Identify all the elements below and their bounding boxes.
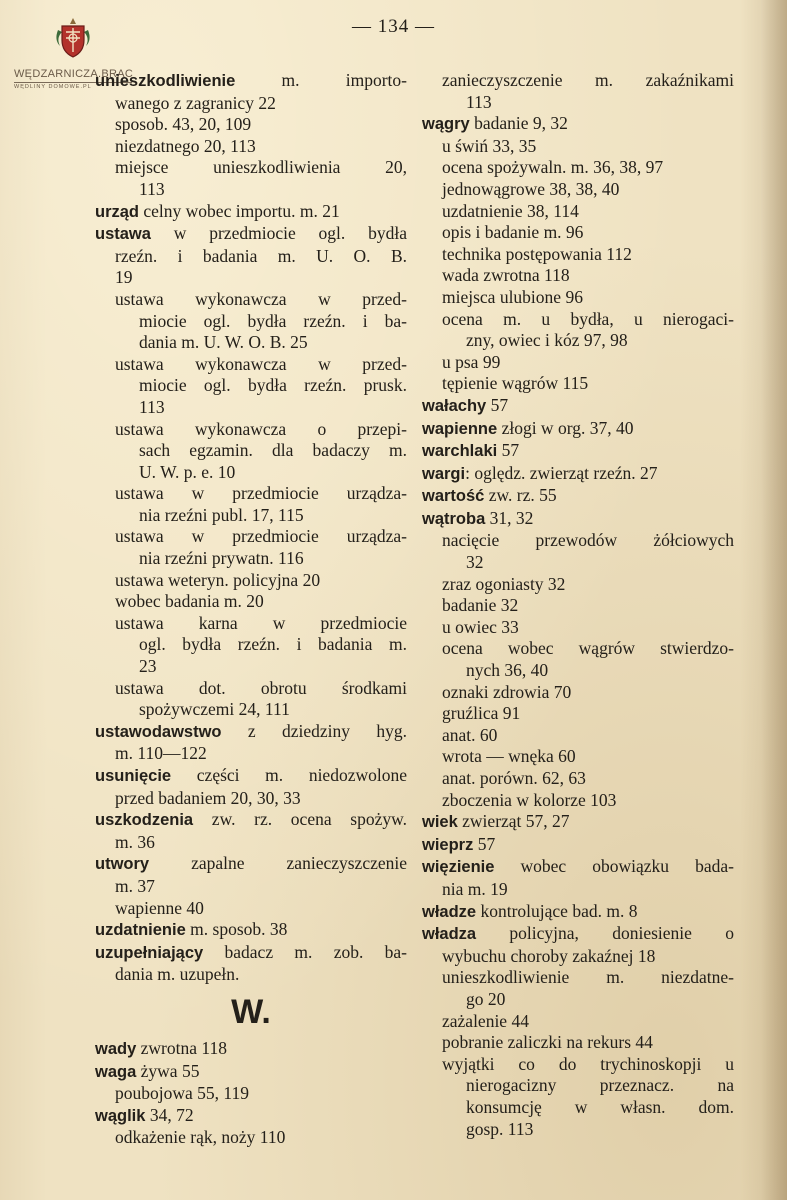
index-entry <box>95 613 407 678</box>
index-entry <box>422 1011 734 1033</box>
index-entry-line: pobranie zaliczki na rekurs 44 <box>442 1032 653 1053</box>
index-entry <box>422 201 734 223</box>
index-entry-line: ustawa w przedmiocie urządza- <box>115 483 407 504</box>
index-entry-line: miocie ogl. bydła rzeźn. i ba- <box>139 310 407 331</box>
index-entry-line: 32 <box>466 552 484 573</box>
index-entry <box>95 526 407 569</box>
index-entry-line: ustawa karna w przedmiocie <box>115 612 407 633</box>
index-entry <box>95 1105 407 1128</box>
index-headword: wątroba <box>422 509 486 528</box>
index-entry <box>422 746 734 768</box>
index-entry-line: unieszkodliwienie m. importo- <box>95 70 407 90</box>
index-entry <box>422 617 734 639</box>
index-entry <box>422 179 734 201</box>
index-entry-line: ogl. bydła rzeźn. i badania m. <box>139 634 407 655</box>
index-entry-line: uszkodzenia zw. rz. ocena spożyw. <box>95 809 407 830</box>
index-entry <box>95 809 407 853</box>
index-entry-line: opis i badanie m. 96 <box>442 222 584 243</box>
index-entry <box>422 113 734 136</box>
index-entry-line: wąglik 34, 72 <box>95 1104 194 1125</box>
index-entry-line: m. 110—122 <box>115 743 207 764</box>
index-headword: usunięcie <box>95 767 172 785</box>
index-entry <box>95 1038 407 1061</box>
index-entry <box>422 790 734 812</box>
index-entry <box>95 721 407 765</box>
index-entry-line: wyjątki co do trychinoskopji u <box>442 1053 734 1074</box>
index-entry <box>95 853 407 897</box>
index-entry-line: więzienie wobec obowiązku bada- <box>422 856 734 877</box>
index-entry <box>422 440 734 463</box>
index-headword: wartość <box>422 487 485 506</box>
index-headword: ustawodawstwo <box>95 722 222 741</box>
index-entry-line: miejsce unieszkodliwienia 20, <box>115 157 407 178</box>
index-entry-line: 113 <box>466 91 492 112</box>
index-entry-line: tępienie wągrów 115 <box>442 373 589 394</box>
index-entry-line: go 20 <box>466 988 506 1009</box>
index-entry <box>95 678 407 721</box>
index-entry <box>422 682 734 704</box>
index-entry-line: 19 <box>115 267 133 288</box>
index-entry-line: anat. 60 <box>442 724 498 745</box>
index-entry <box>95 942 407 986</box>
index-entry <box>95 1061 407 1084</box>
index-entry-line: dania m. uzupełn. <box>115 964 240 985</box>
index-entry-line: zboczenia w kolorze 103 <box>442 789 617 810</box>
index-entry <box>422 309 734 352</box>
index-headword: wiek <box>422 813 458 832</box>
index-entry-line: ustawa weteryn. policyjna 20 <box>115 569 321 590</box>
index-entry <box>95 765 407 809</box>
index-entry-line: wałachy 57 <box>422 394 509 415</box>
index-entry-line: u świń 33, 35 <box>442 135 537 156</box>
index-entry-line: wanego z zagranicy 22 <box>115 92 276 113</box>
index-entry-line: ocena m. u bydła, u nierogaci- <box>442 308 734 329</box>
index-entry <box>95 201 407 224</box>
index-entry <box>422 136 734 158</box>
index-entry-line: U. W. p. e. 10 <box>139 461 236 482</box>
index-entry-line: sposob. 43, 20, 109 <box>115 114 252 135</box>
index-entry <box>422 856 734 900</box>
index-entry <box>422 595 734 617</box>
index-entry <box>422 638 734 681</box>
index-headword: uszkodzenia <box>95 811 194 830</box>
index-headword: władza <box>422 925 477 944</box>
index-headword: wągry <box>422 115 470 134</box>
index-entry-line: wrota — wnęka 60 <box>442 746 576 767</box>
index-entry <box>422 265 734 287</box>
index-entry-line: uzupełniający badacz m. zob. ba- <box>95 941 407 962</box>
index-entry <box>422 222 734 244</box>
index-entry-line: nia rzeźni prywatn. 116 <box>139 548 304 569</box>
index-entry-line: wartość zw. rz. 55 <box>422 485 557 506</box>
index-headword: wąglik <box>95 1106 146 1125</box>
index-entry-line: przed badaniem 20, 30, 33 <box>115 787 301 808</box>
index-entry <box>95 591 407 613</box>
index-headword: uzdatnienie <box>95 921 186 940</box>
index-headword: wady <box>95 1039 137 1058</box>
index-entry <box>95 419 407 484</box>
index-entry-line: nierogacizny przeznacz. na <box>466 1075 734 1096</box>
index-entry-line: wągry badanie 9, 32 <box>422 113 568 134</box>
index-entry <box>422 923 734 967</box>
index-entry <box>422 70 734 113</box>
index-entry-line: ustawa dot. obrotu środkami <box>115 677 407 698</box>
index-entry-line: wybuchu choroby zakaźnej 18 <box>442 945 656 966</box>
index-entry <box>422 395 734 418</box>
index-headword: urząd <box>95 202 140 221</box>
index-entry-line: gruźlica 91 <box>442 703 521 724</box>
index-entry-line: 23 <box>139 656 157 677</box>
index-entry-line: ocena spożywaln. m. 36, 38, 97 <box>442 157 664 178</box>
index-entry-line: u owiec 33 <box>442 616 519 637</box>
index-entry-line: technika postępowania 112 <box>442 243 632 264</box>
index-entry-line: 113 <box>139 396 165 417</box>
index-entry-line: spożywczemi 24, 111 <box>139 699 290 720</box>
index-entry-line: wątroba 31, 32 <box>422 507 534 528</box>
index-entry-line: ustawa w przedmiocie ogl. bydła <box>95 223 407 244</box>
index-headword: warchlaki <box>422 442 498 461</box>
index-entry-line: władza policyjna, doniesienie o <box>422 923 734 944</box>
index-entry <box>422 1054 734 1140</box>
page-number: — 134 — <box>352 16 435 37</box>
page-edge-shadow <box>761 0 787 1200</box>
index-entry-line: zny, owiec i kóz 97, 98 <box>466 330 628 351</box>
index-entry <box>422 157 734 179</box>
section-letter: W. <box>231 992 271 1031</box>
index-entry <box>422 287 734 309</box>
index-headword: uzupełniający <box>95 943 204 962</box>
index-entry-line: waga żywa 55 <box>95 1060 200 1081</box>
index-headword: władze <box>422 902 477 921</box>
watermark-title: WĘDZARNICZA.BRAC <box>14 68 134 80</box>
index-entry-line: nia m. 19 <box>442 878 508 899</box>
index-entry-line: nacięcie przewodów żółciowych <box>442 530 734 551</box>
index-entry-line: gosp. 113 <box>466 1118 534 1139</box>
index-entry-line: zażalenie 44 <box>442 1010 529 1031</box>
index-entry-line: wada zwrotna 118 <box>442 265 570 286</box>
index-headword: wałachy <box>422 396 487 415</box>
index-headword: unieszkodliwienie <box>95 72 236 90</box>
index-column-right <box>422 70 734 1140</box>
index-entry-line: m. 36 <box>115 831 155 852</box>
index-entry <box>95 898 407 920</box>
index-entry-line: ustawa w przedmiocie urządza- <box>115 526 407 547</box>
index-entry <box>422 463 734 486</box>
index-entry-line: niezdatnego 20, 113 <box>115 135 256 156</box>
index-entry-line: uzdatnienie m. sposob. 38 <box>95 919 288 940</box>
watermark-subtitle: WĘDLINY DOMOWE.PL <box>14 84 92 90</box>
index-entry-line: anat. porówn. 62, 63 <box>442 768 586 788</box>
index-entry <box>422 485 734 508</box>
index-entry-line: ustawodawstwo z dziedziny hyg. <box>95 720 407 741</box>
index-entry <box>95 223 407 289</box>
index-entry <box>422 1032 734 1054</box>
index-entry <box>422 967 734 1010</box>
index-entry <box>422 530 734 573</box>
index-entry <box>95 354 407 419</box>
index-entry-line: wapienne 40 <box>115 897 204 918</box>
index-entry <box>95 1127 407 1149</box>
index-entry-line: miocie ogl. bydła rzeźn. prusk. <box>139 375 407 396</box>
index-entry-line: warchlaki 57 <box>422 440 520 461</box>
index-entry-line: u psa 99 <box>442 351 501 372</box>
index-entry-line: unieszkodliwienie m. niezdatne- <box>442 967 734 988</box>
index-entry-line: władze kontrolujące bad. m. 8 <box>422 900 638 921</box>
index-entry-line: miejsca ulubione 96 <box>442 286 583 307</box>
index-entry-line: ustawa wykonawcza o przepi- <box>115 418 407 439</box>
index-entry <box>95 70 407 114</box>
index-entry <box>422 244 734 266</box>
index-entry-line: zraz ogoniasty 32 <box>442 573 566 594</box>
index-entry-line: wady zwrotna 118 <box>95 1037 227 1058</box>
index-entry <box>422 725 734 747</box>
index-entry <box>95 157 407 200</box>
left-entries <box>95 70 407 986</box>
index-entry-line: dania m. U. W. O. B. 25 <box>139 332 308 353</box>
index-entry-line: oznaki zdrowia 70 <box>442 681 572 702</box>
index-column-left <box>95 70 407 1149</box>
index-headword: wieprz <box>422 835 474 854</box>
index-entry-line: nych 36, 40 <box>466 660 549 681</box>
index-entry-line: badanie 32 <box>442 595 519 616</box>
index-entry-line: odkażenie rąk, noży 110 <box>115 1127 286 1148</box>
index-entry <box>95 1083 407 1105</box>
index-entry <box>422 574 734 596</box>
index-headword: więzienie <box>422 858 495 877</box>
index-entry-line: wobec badania m. 20 <box>115 591 264 612</box>
index-entry <box>422 508 734 531</box>
index-entry-line: konsumcję w własn. dom. <box>466 1096 734 1117</box>
index-entry <box>95 114 407 136</box>
index-entry <box>422 418 734 441</box>
index-entry-line: rzeźn. i badania m. U. O. B. <box>115 245 407 266</box>
index-entry-line: utwory zapalne zanieczyszczenie <box>95 853 407 874</box>
index-entry-line: poubojowa 55, 119 <box>115 1083 249 1104</box>
index-entry-line: nia rzeźni publ. 17, 115 <box>139 504 304 525</box>
index-entry-line: uzdatnienie 38, 114 <box>442 200 579 221</box>
index-entry <box>95 483 407 526</box>
index-entry <box>422 768 734 790</box>
index-headword: ustawa <box>95 225 151 244</box>
index-entry-line: 113 <box>139 178 165 199</box>
index-entry-line: jednowągrowe 38, 38, 40 <box>442 178 620 199</box>
index-entry-line: zanieczyszczenie m. zakaźnikami <box>442 70 734 90</box>
index-entry <box>422 703 734 725</box>
index-entry <box>422 373 734 395</box>
index-headword: waga <box>95 1062 137 1081</box>
index-entry-line: urząd celny wobec importu. m. 21 <box>95 200 340 221</box>
right-entries <box>422 70 734 1140</box>
index-entry <box>95 570 407 592</box>
index-entry-line: sach egzamin. dla badaczy m. <box>139 440 407 461</box>
index-entry <box>95 289 407 354</box>
index-entry <box>422 901 734 924</box>
index-entry <box>422 811 734 834</box>
index-entry <box>422 834 734 857</box>
index-entry-line: wapienne złogi w org. 37, 40 <box>422 417 634 438</box>
left-entries-after <box>95 1038 407 1149</box>
index-entry-line: wieprz 57 <box>422 833 496 854</box>
index-entry <box>95 136 407 158</box>
index-headword: wargi <box>422 464 466 483</box>
index-headword: utwory <box>95 855 150 874</box>
index-entry-line: ustawa wykonawcza w przed- <box>115 288 407 309</box>
index-headword: wapienne <box>422 419 498 438</box>
index-entry-line: ustawa wykonawcza w przed- <box>115 353 407 374</box>
index-entry <box>422 352 734 374</box>
index-entry-line: m. 37 <box>115 875 155 896</box>
index-entry-line: wiek zwierząt 57, 27 <box>422 811 570 832</box>
index-entry-line: ocena wobec wągrów stwierdzo- <box>442 638 734 659</box>
index-entry-line: usunięcie części m. niedozwolone <box>95 765 407 785</box>
index-entry <box>95 919 407 942</box>
index-entry-line: wargi: oględz. zwierząt rzeźn. 27 <box>422 462 658 483</box>
